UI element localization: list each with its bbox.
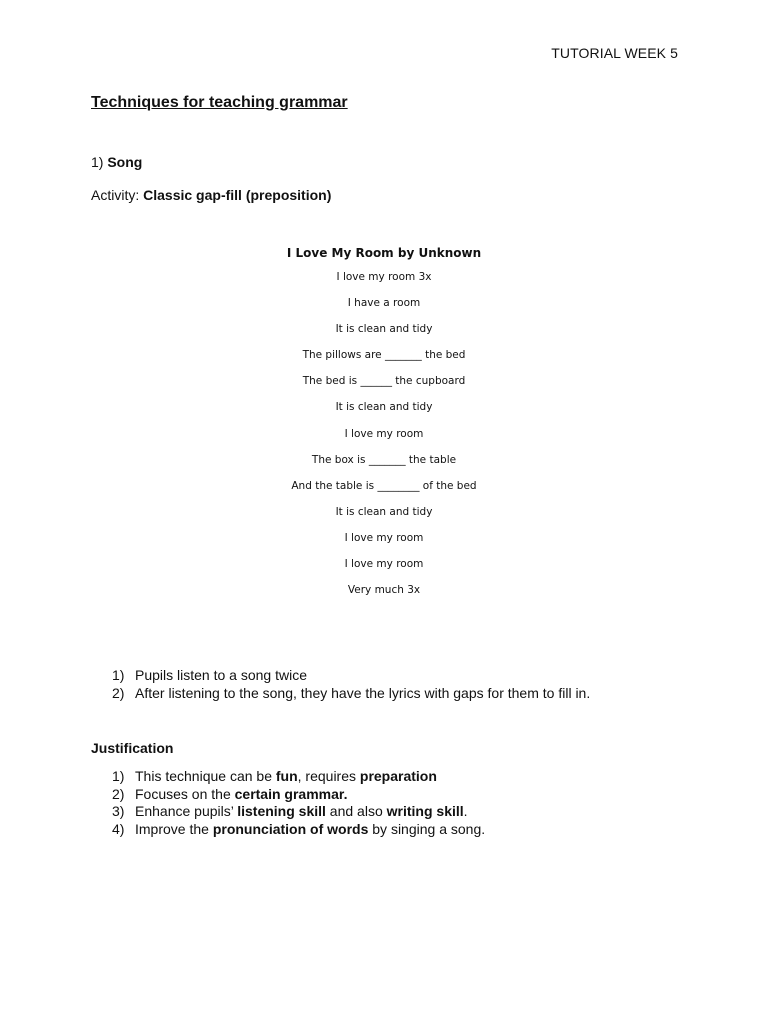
- list-number: 1): [112, 667, 125, 683]
- song-lyrics: [0, 243, 768, 606]
- activity-line: [91, 187, 331, 203]
- lyric-line: Very much 3x: [347, 584, 421, 597]
- text-segment: Focuses on the: [135, 785, 235, 802]
- list-item: [91, 821, 485, 839]
- text-segment: by singing a song.: [368, 820, 486, 837]
- bold-segment: certain grammar.: [234, 785, 348, 802]
- bold-segment: writing skill: [386, 803, 464, 819]
- text-segment: , requires: [297, 768, 360, 784]
- lyric-line: The box is _______ the table: [311, 453, 457, 466]
- lyric-line: It is clean and tidy: [335, 505, 433, 518]
- list-text: Pupils listen to a song twice: [135, 667, 307, 683]
- list-text: [135, 786, 347, 804]
- list-item: [91, 685, 590, 703]
- list-number: 2): [112, 785, 125, 802]
- page-title: Techniques for teaching grammar: [91, 94, 348, 111]
- section-name: Song: [107, 154, 143, 170]
- bold-segment: pronunciation of words: [212, 820, 369, 837]
- lyric-line: I love my room: [344, 558, 424, 571]
- bold-segment: fun: [275, 768, 298, 784]
- text-segment: .: [463, 803, 468, 819]
- list-number: 2): [112, 684, 125, 701]
- list-text: [135, 821, 485, 839]
- text-segment: Enhance pupils’: [135, 803, 238, 819]
- list-item: [91, 667, 590, 685]
- lyric-line: I have a room: [347, 297, 421, 310]
- lyric-line: I love my room 3x: [336, 271, 432, 283]
- list-item: [91, 803, 485, 821]
- activity-steps-list: [91, 667, 590, 702]
- list-number: 4): [112, 820, 125, 837]
- bold-segment: preparation: [359, 768, 437, 784]
- lyric-line: It is clean and tidy: [335, 323, 433, 336]
- list-number: 3): [112, 803, 125, 819]
- lyric-line: The bed is ______ the cupboard: [302, 375, 466, 388]
- bold-segment: listening skill: [237, 803, 326, 819]
- list-item: [91, 768, 485, 786]
- song-title: I Love My Room by Unknown: [286, 246, 482, 260]
- list-number: 1): [112, 768, 125, 784]
- list-text: [135, 803, 468, 821]
- activity-value: Classic gap-fill (preposition): [143, 187, 332, 203]
- justification-heading: Justification: [91, 740, 174, 756]
- activity-label: Activity:: [91, 187, 140, 203]
- section-number: 1): [91, 154, 104, 170]
- text-segment: and also: [325, 803, 387, 819]
- lyric-line: I love my room: [344, 531, 424, 544]
- justification-list: [91, 768, 485, 838]
- text-segment: Improve the: [135, 820, 213, 837]
- lyric-line: I love my room: [344, 427, 424, 440]
- lyric-line: The pillows are _______ the bed: [302, 349, 466, 362]
- list-text: [135, 768, 437, 786]
- list-text: After listening to the song, they have the lyrics with gaps for them to fill in.: [135, 684, 591, 701]
- tutorial-week-label: TUTORIAL WEEK 5: [551, 45, 678, 61]
- section-heading: [91, 154, 142, 170]
- list-item: [91, 786, 485, 804]
- text-segment: This technique can be: [135, 768, 276, 784]
- lyric-line: And the table is ________ of the bed: [291, 479, 477, 492]
- lyric-line: It is clean and tidy: [335, 401, 433, 414]
